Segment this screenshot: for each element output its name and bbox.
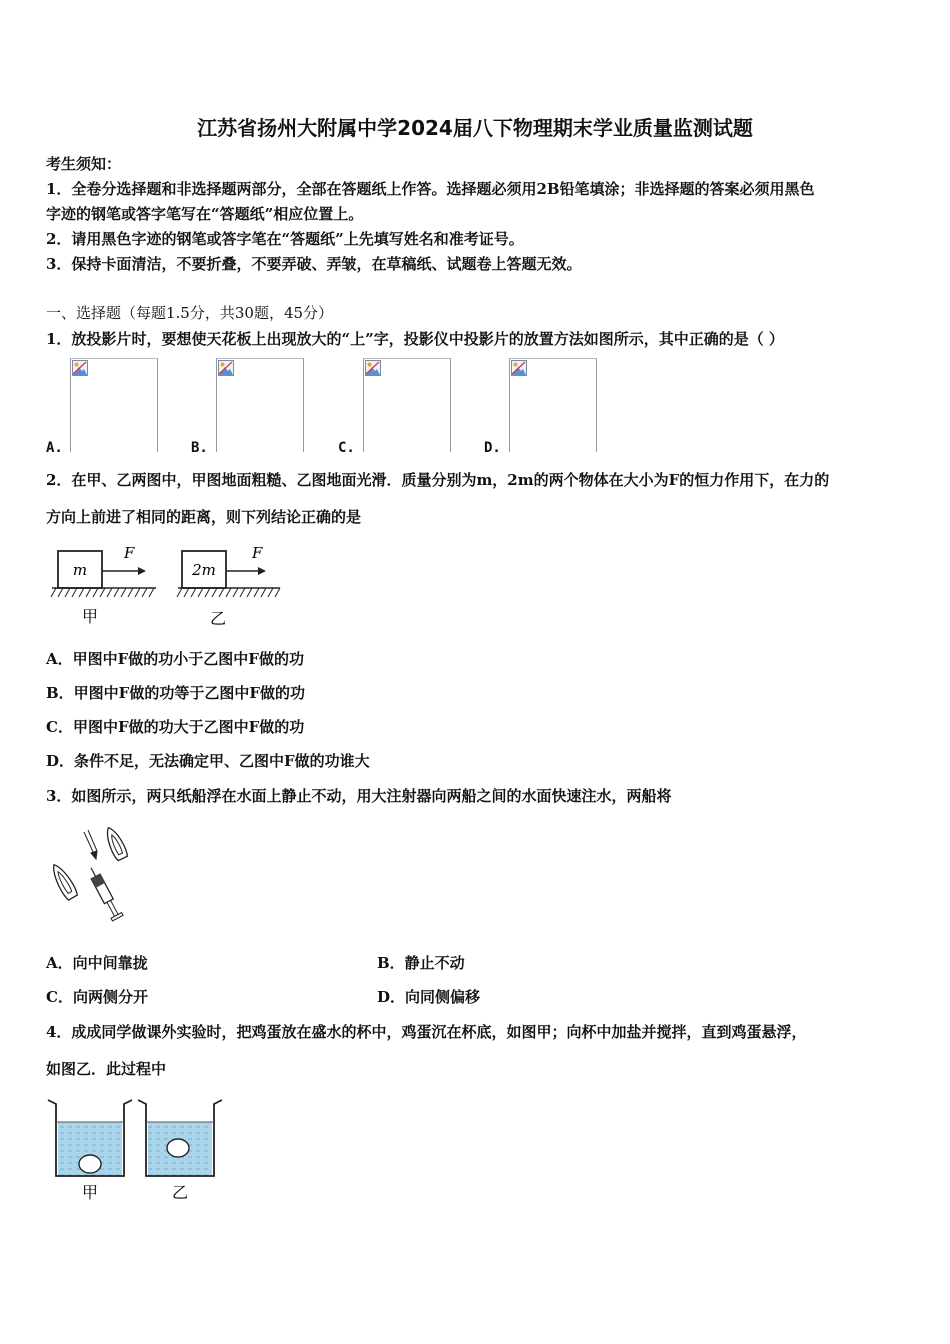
caption-jia: 甲 bbox=[81, 607, 99, 626]
q1-option-d-figure[interactable] bbox=[509, 358, 597, 452]
egg-suspended bbox=[167, 1139, 189, 1157]
notice-item-1: 1．全卷分选择题和非选择题两部分，全部在答题纸上作答。选择题必须用2B铅笔填涂；非选择题的答案必须用黑色 bbox=[46, 180, 815, 198]
beaker-jia bbox=[48, 1100, 132, 1202]
question-1-stem: 1．放投影片时，要想使天花板上出现放大的“上”字，投影仪中投影片的放置方法如图所示，其中正确的是（ ） bbox=[46, 330, 784, 348]
notice-item-1-cont: 字迹的钢笔或答字笔写在“答题纸”相应位置上。 bbox=[46, 205, 364, 223]
image-placeholder-icon bbox=[365, 360, 381, 376]
section-heading: 一、选择题（每题1.5分，共30题，45分） bbox=[46, 304, 334, 322]
water-stream bbox=[84, 830, 97, 859]
notice-heading: 考生须知： bbox=[46, 155, 122, 173]
q3-boats-syringe-figure bbox=[46, 826, 138, 926]
question-3-stem: 3．如图所示，两只纸船浮在水面上静止不动，用大注射器向两船之间的水面快速注水，两船将 bbox=[46, 787, 672, 805]
question-4-stem-line2: 如图乙．此过程中 bbox=[46, 1060, 167, 1078]
image-placeholder-icon bbox=[511, 360, 527, 376]
q1-option-a-label[interactable]: A. bbox=[46, 440, 63, 456]
block-m-label: m bbox=[72, 561, 88, 579]
q1-option-a-figure[interactable] bbox=[70, 358, 158, 452]
q2-option-a[interactable]: A．甲图中F做的功小于乙图中F做的功 bbox=[46, 650, 304, 668]
q1-option-d-label[interactable]: D. bbox=[484, 440, 501, 456]
image-placeholder-icon bbox=[72, 360, 88, 376]
question-2-stem-line2: 方向上前进了相同的距离，则下列结论正确的是 bbox=[46, 508, 362, 526]
question-2-stem-line1: 2．在甲、乙两图中，甲图地面粗糙、乙图地面光滑．质量分别为m，2m的两个物体在大小为F的恒力作用下，在力的 bbox=[46, 471, 830, 489]
paper-boat-right bbox=[102, 826, 128, 861]
caption-yi: 乙 bbox=[171, 1183, 189, 1202]
syringe bbox=[86, 865, 123, 921]
caption-jia: 甲 bbox=[81, 1183, 99, 1202]
q3-option-b[interactable]: B．静止不动 bbox=[377, 954, 465, 972]
q1-option-c-label[interactable]: C. bbox=[338, 440, 355, 456]
q3-option-a[interactable]: A．向中间靠拢 bbox=[46, 954, 148, 972]
notice-item-2: 2．请用黑色字迹的钢笔或答字笔在“答题纸”上先填写姓名和准考证号。 bbox=[46, 230, 524, 248]
force-label-left: F bbox=[124, 544, 135, 562]
page-title: 江苏省扬州大附属中学2024届八下物理期末学业质量监测试题 bbox=[197, 116, 753, 140]
notice-item-3: 3．保持卡面清洁，不要折叠，不要弄破、弄皱，在草稿纸、试题卷上答题无效。 bbox=[46, 255, 582, 273]
image-placeholder-icon bbox=[218, 360, 234, 376]
q2-option-c[interactable]: C．甲图中F做的功大于乙图中F做的功 bbox=[46, 718, 305, 736]
block-2m-label: 2m bbox=[192, 561, 216, 579]
q4-egg-beakers-figure bbox=[44, 1094, 224, 1204]
caption-yi: 乙 bbox=[209, 609, 227, 628]
egg-sunk bbox=[79, 1155, 101, 1173]
q2-option-d[interactable]: D．条件不足，无法确定甲、乙图中F做的功谁大 bbox=[46, 752, 370, 770]
force-label-right: F bbox=[252, 544, 263, 562]
q1-option-b-label[interactable]: B. bbox=[191, 440, 208, 456]
q2-option-b[interactable]: B．甲图中F做的功等于乙图中F做的功 bbox=[46, 684, 305, 702]
q3-option-c[interactable]: C．向两侧分开 bbox=[46, 988, 148, 1006]
q1-option-b-figure[interactable] bbox=[216, 358, 304, 452]
beaker-yi bbox=[138, 1100, 222, 1202]
paper-boat-left bbox=[48, 861, 78, 901]
q2-force-figure bbox=[46, 540, 286, 630]
question-4-stem-line1: 4．成成同学做课外实验时，把鸡蛋放在盛水的杯中，鸡蛋沉在杯底，如图甲；向杯中加盐并搅拌，直到鸡蛋悬浮， bbox=[46, 1023, 807, 1041]
q3-option-d[interactable]: D．向同侧偏移 bbox=[377, 988, 481, 1006]
q1-option-c-figure[interactable] bbox=[363, 358, 451, 452]
